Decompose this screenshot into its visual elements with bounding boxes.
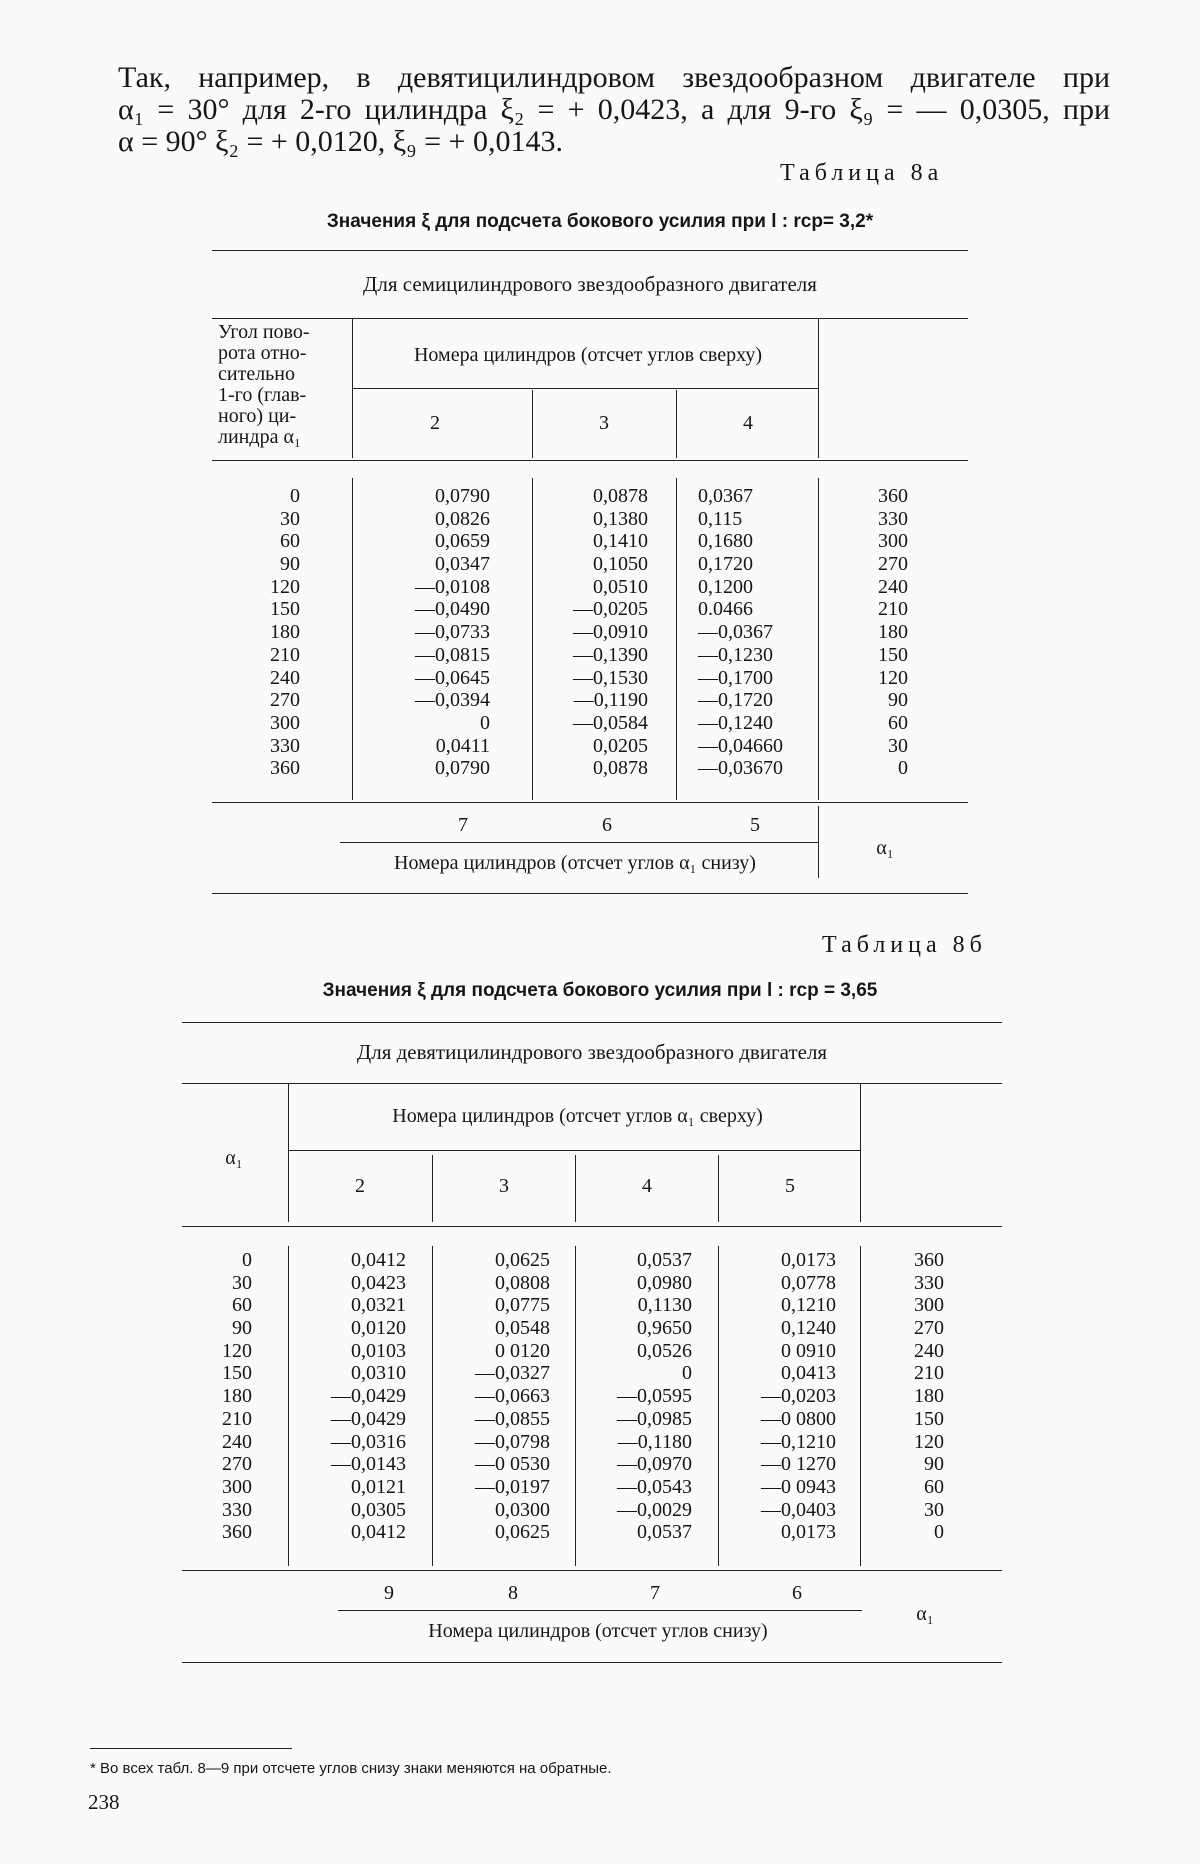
table-8a-value-cell: —0,04660	[698, 734, 783, 757]
table-8b-value-col	[300, 1249, 406, 1544]
table-8a-angle-cell: 180	[270, 621, 300, 644]
table-8b-value-cell: —0 0800	[761, 1407, 836, 1430]
table-8a-angle-cell: 180	[878, 621, 908, 644]
table-8a-value-cell: 0,0367	[698, 485, 753, 507]
table-8b-angle-cell: 60	[232, 1294, 252, 1317]
table-8a-value-cell: 0,0790	[435, 757, 490, 780]
table-8b-value-cell: 0,0300	[495, 1498, 550, 1521]
table-8a-value-cell: —0,03670	[698, 757, 783, 780]
table-8a-bottom-col: 7	[458, 814, 468, 836]
table-8b-angle-cell: 330	[914, 1271, 944, 1294]
table-8a-rule	[212, 318, 968, 319]
table-8a-angle-cell: 300	[878, 530, 908, 553]
table-8b-value-cell: —0,0855	[475, 1407, 550, 1430]
table-8a-subtitle: Для семицилиндрового звездообразного двигателя	[363, 272, 817, 296]
table-8a-angle-cell: 240	[878, 575, 908, 598]
table-8b-value-cell: 0	[682, 1362, 692, 1385]
table-8a-col-head: 4	[743, 412, 753, 434]
table-8b-angle-cell: 150	[222, 1362, 252, 1385]
table-8a-value-cell: 0.0466	[698, 598, 753, 621]
table-8a-rule	[340, 842, 818, 843]
table-8a-value-cell: —0,1390	[573, 643, 648, 666]
table-8a-divider	[532, 478, 533, 800]
table-8b-value-cell: —0,0203	[761, 1385, 836, 1408]
table-8b-value-cell: 0,0778	[781, 1271, 836, 1294]
table-8b-angle-cell: 210	[222, 1407, 252, 1430]
table-8b-value-cell: 0,0120	[351, 1317, 406, 1340]
table-8a-value-cell: —0,1240	[698, 711, 773, 734]
table-8b-value-cell: —0,0143	[331, 1453, 406, 1476]
table-8a-rule	[212, 250, 968, 251]
table-8a-value-cell: —0,0490	[415, 598, 490, 621]
table-8a-angle-cell: 360	[878, 485, 908, 507]
table-8a-angle-col-right	[850, 485, 908, 780]
table-8a-top-header: Номера цилиндров (отсчет углов сверху)	[413, 344, 762, 366]
table-8b-divider	[718, 1155, 719, 1222]
table-8b-value-cell: 0,0625	[495, 1249, 550, 1271]
table-8a-bottom-header: Номера цилиндров (отсчет углов α₁ снизу)	[394, 852, 756, 874]
table-8a-angle-cell: 30	[888, 734, 908, 757]
table-8a-angle-cell: 210	[878, 598, 908, 621]
table-8b-value-cell: 0,9650	[637, 1317, 692, 1340]
table-8b-bottom-header: Номера цилиндров (отсчет углов снизу)	[428, 1620, 768, 1642]
table-8b-angle-cell: 180	[222, 1385, 252, 1408]
table-8a-value-cell: —0,1190	[573, 689, 648, 712]
table-8a-divider	[676, 478, 677, 800]
table-8b-value-cell: —0,0316	[331, 1430, 406, 1453]
table-8b-value-cell: —0,0985	[617, 1407, 692, 1430]
table-8b-value-cell: —0,0029	[617, 1498, 692, 1521]
table-8a-rule	[212, 802, 968, 803]
table-8a-value-col	[380, 485, 490, 780]
table-8b-rule	[182, 1570, 1002, 1571]
table-8b-rule	[182, 1662, 1002, 1663]
table-8b-angle-cell: 120	[222, 1339, 252, 1362]
table-8b-value-cell: 0,0173	[781, 1249, 836, 1271]
table-8a-angle-cell: 90	[888, 689, 908, 712]
table-8a-divider	[352, 478, 353, 800]
table-8a-angle-cell: 300	[270, 711, 300, 734]
table-8a-value-cell: —0,0108	[415, 575, 490, 598]
table-8b-value-cell: 0 0120	[495, 1339, 550, 1362]
table-8a-angle-cell: 0	[898, 757, 908, 780]
table-8a-value-cell: 0,1380	[593, 507, 648, 530]
table-8b-divider	[288, 1246, 289, 1566]
table-8a-value-cell: 0,0659	[435, 530, 490, 553]
table-8b-angle-cell: 240	[914, 1339, 944, 1362]
table-8b-value-cell: 0,1240	[781, 1317, 836, 1340]
table-8b-value-cell: 0,0412	[351, 1249, 406, 1271]
table-8a-angle-header: Угол пово- рота отно- сительно 1-го (глав- ного) ци- линдра α₁	[218, 321, 310, 448]
table-8a-title: Значения ξ для подсчета бокового усилия при l : rср= 3,2*	[326, 211, 874, 232]
table-8b-subtitle: Для девятицилиндрового звездообразного двигателя	[356, 1040, 828, 1064]
table-8b-divider	[575, 1246, 576, 1566]
table-8b-value-cell: 0,0121	[351, 1475, 406, 1498]
table-8b-col-head: 5	[785, 1175, 795, 1197]
table-8b-value-cell: 0,0321	[351, 1294, 406, 1317]
table-8b-divider	[860, 1084, 861, 1222]
table-8b-angle-cell: 360	[222, 1521, 252, 1544]
intro-line-1: Так, например, в девятицилиндровом звездообразном двигателе при	[118, 61, 1110, 94]
table-8b-value-col	[586, 1249, 692, 1544]
table-8a-angle-cell: 330	[270, 734, 300, 757]
table-8b-angle-cell: 90	[232, 1317, 252, 1340]
table-8a-value-cell: 0,1410	[593, 530, 648, 553]
table-8b-rule	[182, 1083, 1002, 1084]
table-8a-angle-cell: 150	[878, 643, 908, 666]
table-8a-value-cell: —0,0367	[698, 621, 773, 644]
table-8b-value-cell: 0,0775	[495, 1294, 550, 1317]
table-8b-divider	[288, 1084, 289, 1222]
table-8a-value-cell: 0,1720	[698, 553, 753, 576]
table-8b-angle-cell: 300	[222, 1475, 252, 1498]
table-8b-col-head: 4	[642, 1175, 652, 1197]
table-8a-value-cell: —0,0733	[415, 621, 490, 644]
table-8a-angle-cell: 360	[270, 757, 300, 780]
table-8b-value-cell: —0,0197	[475, 1475, 550, 1498]
table-8b-angle-cell: 270	[914, 1317, 944, 1340]
table-8a-divider	[818, 806, 819, 878]
table-8a-value-cell: —0,1720	[698, 689, 773, 712]
table-8b-label: Таблица 8б	[822, 932, 987, 958]
table-8b-bottom-col: 6	[792, 1582, 802, 1604]
table-8a-value-cell: 0,115	[698, 507, 743, 530]
table-8b-value-cell: 0,0173	[781, 1521, 836, 1544]
table-8a-value-cell: 0,0205	[593, 734, 648, 757]
table-8a-angle-cell: 270	[270, 689, 300, 712]
table-8b-value-cell: 0,0537	[637, 1521, 692, 1544]
table-8a-angle-cell: 120	[270, 575, 300, 598]
table-8b-angle-col-right	[886, 1249, 944, 1544]
table-8a-bottom-col: 6	[602, 814, 612, 836]
table-8b-rule	[182, 1226, 1002, 1227]
table-8b-value-cell: 0,1130	[637, 1294, 692, 1317]
table-8b-value-cell: —0,0663	[475, 1385, 550, 1408]
table-8b-value-cell: —0 0530	[475, 1453, 550, 1476]
table-8b-divider	[432, 1155, 433, 1222]
table-8a-angle-cell: 270	[878, 553, 908, 576]
table-8a-angle-cell: 60	[888, 711, 908, 734]
table-8a-value-cell: —0,0205	[573, 598, 648, 621]
table-8b-top-header: Номера цилиндров (отсчет углов α₁ сверху)	[392, 1105, 763, 1127]
table-8a-rule	[212, 893, 968, 894]
table-8b-value-cell: —0,0595	[617, 1385, 692, 1408]
table-8b-angle-cell: 240	[222, 1430, 252, 1453]
table-8b-rule	[338, 1610, 862, 1611]
table-8b-divider	[860, 1246, 861, 1566]
table-8a-col-head: 2	[430, 412, 440, 434]
table-8b-value-cell: 0,0625	[495, 1521, 550, 1544]
table-8b-angle-cell: 60	[924, 1475, 944, 1498]
table-8a-right-footer: α₁	[876, 837, 894, 859]
table-8b-value-cell: 0,0423	[351, 1271, 406, 1294]
table-8a-value-cell: 0,0510	[593, 575, 648, 598]
table-8a-divider	[818, 318, 819, 458]
table-8b-angle-cell: 30	[924, 1498, 944, 1521]
table-8a-value-cell: —0,0394	[415, 689, 490, 712]
table-8a-col-head: 3	[599, 412, 609, 434]
table-8b-value-cell: 0,0305	[351, 1498, 406, 1521]
table-8b-bottom-col: 9	[384, 1582, 394, 1604]
table-8a-angle-cell: 0	[290, 485, 300, 507]
intro-paragraph	[118, 62, 1110, 158]
table-8a-bottom-col: 5	[750, 814, 760, 836]
table-8a-angle-cell: 150	[270, 598, 300, 621]
table-8a-rule	[212, 460, 968, 461]
table-8b-value-cell: 0 0910	[781, 1339, 836, 1362]
table-8b-angle-cell: 90	[924, 1453, 944, 1476]
table-8b-value-cell: 0,0526	[637, 1339, 692, 1362]
table-8b-value-cell: 0,0103	[351, 1339, 406, 1362]
table-8a-value-cell: 0	[480, 711, 490, 734]
intro-line-2: α₁ = 30° для 2-го цилиндра ξ₂ = + 0,0423, а для 9-го ξ₉ = — 0,0305, при	[118, 93, 1110, 126]
table-8a-value-cell: 0,0826	[435, 507, 490, 530]
table-8a-value-cell: 0,0878	[593, 485, 648, 507]
table-8b-title: Значения ξ для подсчета бокового усилия при l : rср = 3,65	[322, 980, 878, 1001]
table-8b-angle-col	[190, 1249, 252, 1544]
table-8a-value-cell: 0,0790	[435, 485, 490, 507]
page-number: 238	[88, 1790, 120, 1814]
table-8b-right-footer: α₁	[916, 1603, 934, 1625]
table-8b-value-cell: —0 1270	[761, 1453, 836, 1476]
table-8b-bottom-col: 8	[508, 1582, 518, 1604]
table-8b-divider	[432, 1246, 433, 1566]
table-8b-angle-cell: 0	[934, 1521, 944, 1544]
table-8a-rule	[352, 388, 818, 389]
table-8b-value-cell: —0,0429	[331, 1385, 406, 1408]
table-8a-angle-cell: 120	[878, 666, 908, 689]
table-8b-rule	[182, 1022, 1002, 1023]
table-8b-angle-cell: 330	[222, 1498, 252, 1521]
footnote-rule	[90, 1748, 292, 1749]
table-8b-value-cell: 0,0310	[351, 1362, 406, 1385]
table-8b-value-col	[444, 1249, 550, 1544]
table-8b-value-col	[728, 1249, 836, 1544]
table-8a-value-cell: 0,0347	[435, 553, 490, 576]
table-8a-angle-col	[230, 485, 300, 780]
table-8a-value-cell: —0,1700	[698, 666, 773, 689]
table-8b-value-cell: —0,1180	[617, 1430, 692, 1453]
table-8a-value-cell: 0,0411	[435, 734, 490, 757]
table-8b-value-cell: —0,0543	[617, 1475, 692, 1498]
table-8b-rule	[288, 1150, 860, 1151]
table-8b-value-cell: —0,0798	[475, 1430, 550, 1453]
table-8b-angle-cell: 150	[914, 1407, 944, 1430]
table-8b-bottom-col: 7	[650, 1582, 660, 1604]
table-8b-value-cell: 0,0537	[637, 1249, 692, 1271]
intro-line-3: α = 90° ξ₂ = + 0,0120, ξ₉ = + 0,0143.	[118, 125, 563, 158]
table-8a-value-cell: —0,0645	[415, 666, 490, 689]
table-8b-value-cell: 0,0808	[495, 1271, 550, 1294]
table-8b-value-cell: —0,0970	[617, 1453, 692, 1476]
table-8a-value-cell: 0,1200	[698, 575, 753, 598]
table-8b-value-cell: —0,0327	[475, 1362, 550, 1385]
table-8a-angle-cell: 240	[270, 666, 300, 689]
table-8a-angle-cell: 210	[270, 643, 300, 666]
table-8b-col-head: 3	[499, 1175, 509, 1197]
table-8b-value-cell: —0,0429	[331, 1407, 406, 1430]
table-8a-value-cell: —0,0584	[573, 711, 648, 734]
table-8b-col-head: 2	[355, 1175, 365, 1197]
table-8b-angle-cell: 30	[232, 1271, 252, 1294]
table-8a-value-col	[698, 485, 808, 780]
table-8b-angle-cell: 300	[914, 1294, 944, 1317]
table-8b-value-cell: 0,0980	[637, 1271, 692, 1294]
table-8b-divider	[718, 1246, 719, 1566]
table-8b-divider	[575, 1155, 576, 1222]
table-8b-angle-header: α₁	[225, 1147, 243, 1169]
table-8a-label: Таблица 8а	[780, 160, 944, 186]
table-8b-value-cell: —0,1210	[761, 1430, 836, 1453]
table-8a-value-cell: —0,0815	[415, 643, 490, 666]
table-8b-value-cell: 0,0413	[781, 1362, 836, 1385]
table-8b-angle-cell: 360	[914, 1249, 944, 1271]
table-8a-angle-cell: 330	[878, 507, 908, 530]
table-8b-value-cell: 0,0412	[351, 1521, 406, 1544]
table-8a-angle-cell: 90	[280, 553, 300, 576]
table-8b-angle-cell: 120	[914, 1430, 944, 1453]
table-8b-value-cell: 0,1210	[781, 1294, 836, 1317]
table-8a-divider	[532, 390, 533, 458]
table-8a-value-cell: 0,1050	[593, 553, 648, 576]
table-8b-angle-cell: 0	[242, 1249, 252, 1271]
table-8a-value-cell: —0,1230	[698, 643, 773, 666]
footnote: * Во всех табл. 8—9 при отсчете углов снизу знаки меняются на обратные.	[90, 1760, 612, 1777]
table-8a-value-col	[540, 485, 648, 780]
table-8b-value-cell: 0,0548	[495, 1317, 550, 1340]
table-8a-value-cell: —0,1530	[573, 666, 648, 689]
table-8b-value-cell: —0,0403	[761, 1498, 836, 1521]
table-8b-angle-cell: 180	[914, 1385, 944, 1408]
table-8a-divider	[818, 478, 819, 800]
table-8b-angle-cell: 270	[222, 1453, 252, 1476]
table-8b-angle-cell: 210	[914, 1362, 944, 1385]
table-8a-value-cell: 0,1680	[698, 530, 753, 553]
table-8a-angle-cell: 60	[280, 530, 300, 553]
table-8a-divider	[676, 390, 677, 458]
table-8b-value-cell: —0 0943	[761, 1475, 836, 1498]
table-8a-value-cell: —0,0910	[573, 621, 648, 644]
table-8a-angle-cell: 30	[280, 507, 300, 530]
table-8a-value-cell: 0,0878	[593, 757, 648, 780]
